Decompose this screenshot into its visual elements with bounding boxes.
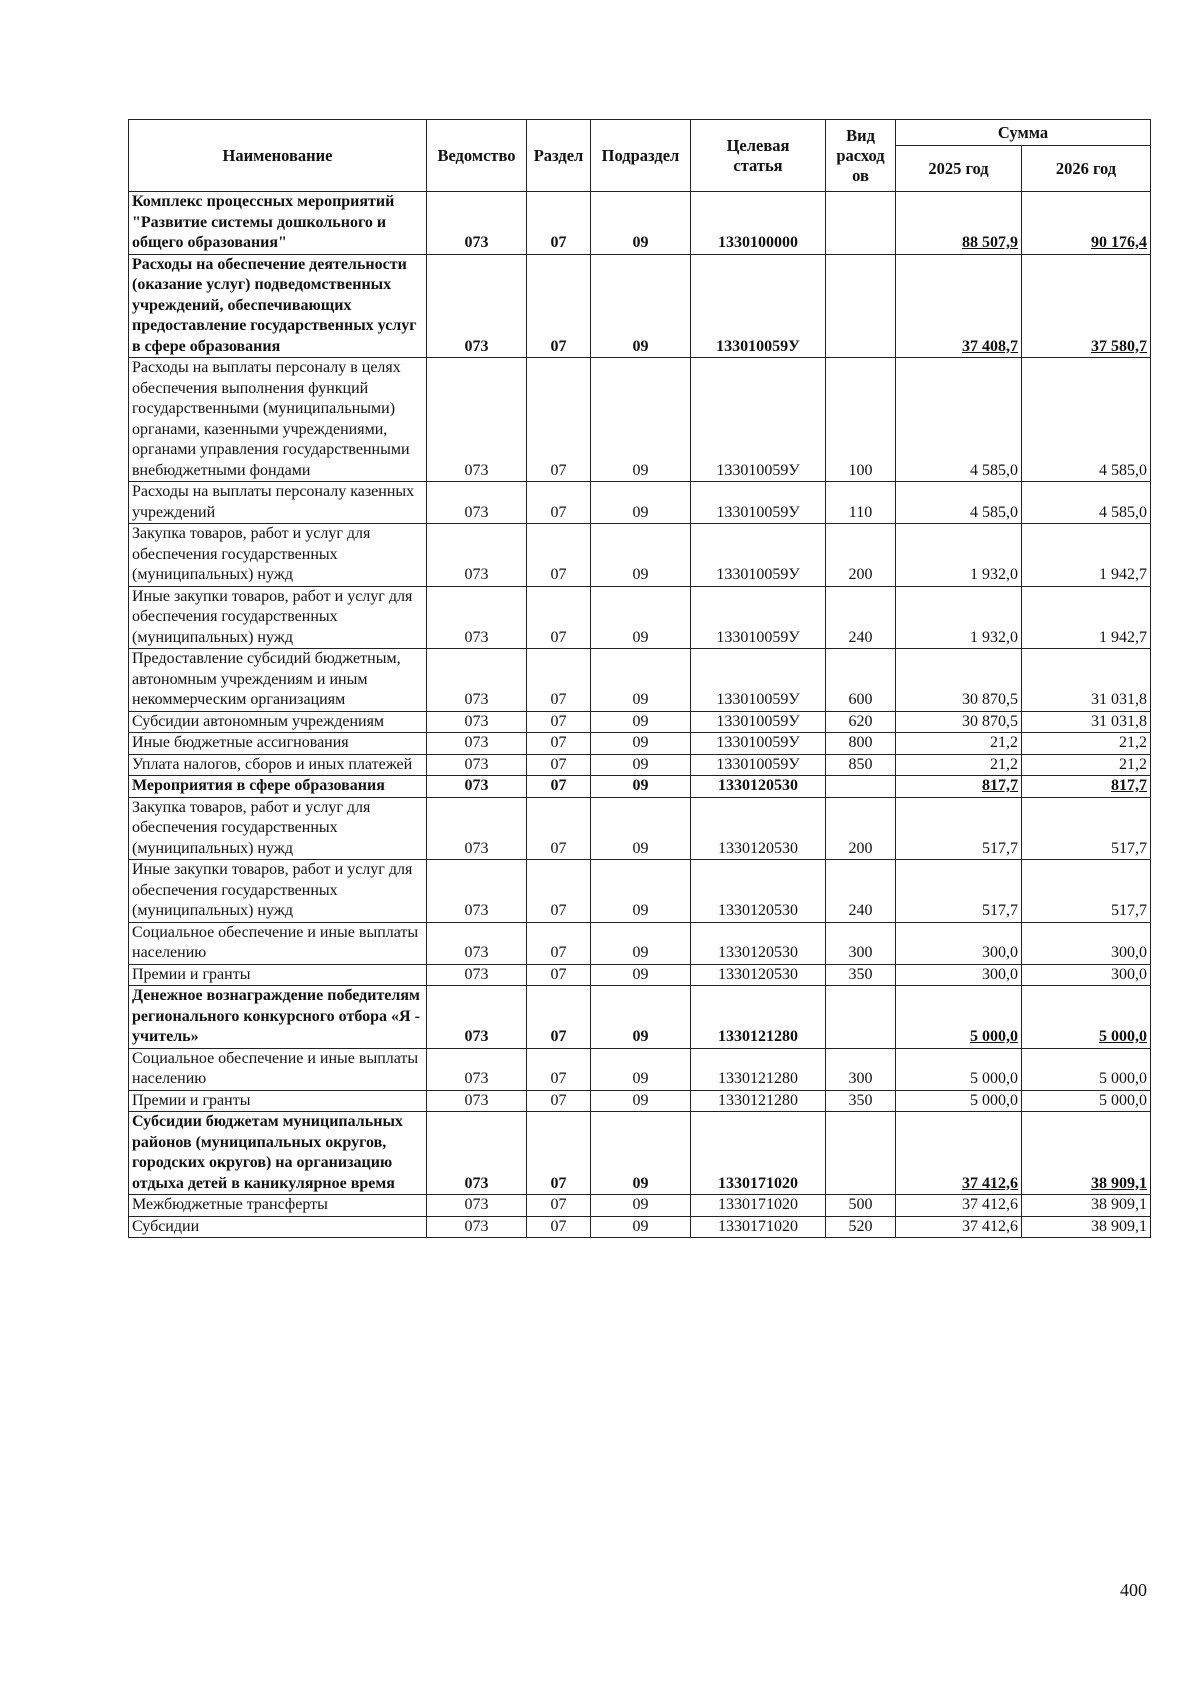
row-sum-2026: 31 031,8 [1022, 711, 1151, 733]
row-name: Субсидии бюджетам муниципальных районов (муниципальных округов, городских округов) на организацию отдыха детей в каникулярное время [129, 1112, 427, 1195]
row-subsection: 09 [591, 797, 691, 860]
row-target: 1330120530 [691, 776, 826, 798]
row-type: 850 [826, 754, 896, 776]
row-subsection: 09 [591, 1048, 691, 1090]
header-dept: Ведомство [427, 120, 527, 192]
row-section: 07 [527, 860, 591, 923]
table-row [129, 1090, 1151, 1112]
row-dept: 073 [427, 1048, 527, 1090]
row-sum-2025: 37 412,6 [896, 1195, 1022, 1217]
row-name: Иные бюджетные ассигнования [129, 733, 427, 755]
row-target: 1330171020 [691, 1112, 826, 1195]
table-row [129, 482, 1151, 524]
row-subsection: 09 [591, 482, 691, 524]
row-type: 200 [826, 797, 896, 860]
row-sum-2025: 1 932,0 [896, 524, 1022, 587]
table-row [129, 964, 1151, 986]
row-section: 07 [527, 1090, 591, 1112]
row-sum-2025: 4 585,0 [896, 482, 1022, 524]
row-target: 133010059У [691, 733, 826, 755]
row-name: Иные закупки товаров, работ и услуг для обеспечения государственных (муниципальных) нужд [129, 586, 427, 649]
table-row [129, 776, 1151, 798]
row-dept: 073 [427, 1216, 527, 1238]
header-2025: 2025 год [896, 146, 1022, 192]
row-sum-2025: 37 412,6 [896, 1216, 1022, 1238]
row-type [826, 986, 896, 1049]
row-dept: 073 [427, 192, 527, 255]
row-target: 1330100000 [691, 192, 826, 255]
row-target: 1330121280 [691, 1048, 826, 1090]
row-target: 1330120530 [691, 922, 826, 964]
row-subsection: 09 [591, 1216, 691, 1238]
row-name: Иные закупки товаров, работ и услуг для обеспечения государственных (муниципальных) нужд [129, 860, 427, 923]
row-type: 240 [826, 586, 896, 649]
table-row [129, 1112, 1151, 1195]
row-sum-2026: 37 580,7 [1022, 254, 1151, 358]
row-dept: 073 [427, 776, 527, 798]
row-subsection: 09 [591, 754, 691, 776]
row-type: 350 [826, 964, 896, 986]
row-dept: 073 [427, 1112, 527, 1195]
row-name: Денежное вознаграждение победителям регионального конкурсного отбора «Я - учитель» [129, 986, 427, 1049]
table-row [129, 192, 1151, 255]
row-dept: 073 [427, 1090, 527, 1112]
row-dept: 073 [427, 986, 527, 1049]
row-name: Межбюджетные трансферты [129, 1195, 427, 1217]
row-sum-2025: 517,7 [896, 860, 1022, 923]
row-target: 1330121280 [691, 1090, 826, 1112]
row-name: Премии и гранты [129, 964, 427, 986]
header-sum: Сумма [896, 120, 1151, 146]
row-section: 07 [527, 524, 591, 587]
row-target: 133010059У [691, 254, 826, 358]
row-dept: 073 [427, 524, 527, 587]
row-sum-2026: 21,2 [1022, 733, 1151, 755]
row-dept: 073 [427, 1195, 527, 1217]
row-section: 07 [527, 1216, 591, 1238]
row-type: 200 [826, 524, 896, 587]
row-subsection: 09 [591, 1112, 691, 1195]
row-sum-2025: 30 870,5 [896, 649, 1022, 712]
row-subsection: 09 [591, 733, 691, 755]
table-row [129, 754, 1151, 776]
row-subsection: 09 [591, 776, 691, 798]
row-name: Расходы на обеспечение деятельности (оказание услуг) подведомственных учреждений, обеспечивающих предоставление государственных услуг в сфере образования [129, 254, 427, 358]
row-section: 07 [527, 986, 591, 1049]
row-sum-2025: 5 000,0 [896, 1048, 1022, 1090]
table-row [129, 711, 1151, 733]
row-target: 133010059У [691, 649, 826, 712]
row-sum-2026: 1 942,7 [1022, 524, 1151, 587]
row-sum-2025: 30 870,5 [896, 711, 1022, 733]
row-section: 07 [527, 649, 591, 712]
row-sum-2026: 90 176,4 [1022, 192, 1151, 255]
row-type: 520 [826, 1216, 896, 1238]
row-dept: 073 [427, 733, 527, 755]
row-sum-2025: 37 412,6 [896, 1112, 1022, 1195]
row-section: 07 [527, 754, 591, 776]
table-row [129, 922, 1151, 964]
row-type: 500 [826, 1195, 896, 1217]
row-dept: 073 [427, 254, 527, 358]
row-target: 133010059У [691, 358, 826, 482]
row-target: 1330120530 [691, 964, 826, 986]
row-dept: 073 [427, 754, 527, 776]
row-subsection: 09 [591, 649, 691, 712]
row-dept: 073 [427, 711, 527, 733]
row-sum-2026: 38 909,1 [1022, 1216, 1151, 1238]
row-section: 07 [527, 733, 591, 755]
row-subsection: 09 [591, 964, 691, 986]
header-subsection: Подраздел [591, 120, 691, 192]
row-dept: 073 [427, 586, 527, 649]
row-subsection: 09 [591, 711, 691, 733]
row-section: 07 [527, 797, 591, 860]
row-section: 07 [527, 482, 591, 524]
row-sum-2025: 817,7 [896, 776, 1022, 798]
row-section: 07 [527, 964, 591, 986]
header-2026: 2026 год [1022, 146, 1151, 192]
row-section: 07 [527, 776, 591, 798]
row-name: Комплекс процессных мероприятий "Развитие системы дошкольного и общего образования" [129, 192, 427, 255]
row-sum-2026: 517,7 [1022, 860, 1151, 923]
table-row [129, 1216, 1151, 1238]
table-row [129, 524, 1151, 587]
budget-table [128, 119, 1151, 1238]
table-row [129, 649, 1151, 712]
row-section: 07 [527, 254, 591, 358]
table-row [129, 586, 1151, 649]
row-subsection: 09 [591, 254, 691, 358]
row-type [826, 1112, 896, 1195]
row-type: 300 [826, 922, 896, 964]
row-section: 07 [527, 192, 591, 255]
row-sum-2026: 517,7 [1022, 797, 1151, 860]
row-section: 07 [527, 358, 591, 482]
row-section: 07 [527, 922, 591, 964]
row-sum-2026: 31 031,8 [1022, 649, 1151, 712]
header-type: Вид расход ов [826, 120, 896, 192]
page-number: 400 [1120, 1580, 1147, 1600]
row-sum-2025: 21,2 [896, 754, 1022, 776]
row-subsection: 09 [591, 922, 691, 964]
row-sum-2026: 817,7 [1022, 776, 1151, 798]
row-section: 07 [527, 586, 591, 649]
table-row [129, 1195, 1151, 1217]
row-name: Мероприятия в сфере образования [129, 776, 427, 798]
table-row [129, 797, 1151, 860]
row-type [826, 192, 896, 255]
row-dept: 073 [427, 358, 527, 482]
row-target: 133010059У [691, 482, 826, 524]
row-name: Уплата налогов, сборов и иных платежей [129, 754, 427, 776]
row-type: 620 [826, 711, 896, 733]
row-section: 07 [527, 1048, 591, 1090]
row-sum-2025: 1 932,0 [896, 586, 1022, 649]
row-section: 07 [527, 711, 591, 733]
row-type: 800 [826, 733, 896, 755]
row-name: Закупка товаров, работ и услуг для обеспечения государственных (муниципальных) нужд [129, 524, 427, 587]
row-sum-2025: 5 000,0 [896, 986, 1022, 1049]
row-sum-2026: 5 000,0 [1022, 1048, 1151, 1090]
row-name: Премии и гранты [129, 1090, 427, 1112]
row-sum-2025: 5 000,0 [896, 1090, 1022, 1112]
row-sum-2026: 300,0 [1022, 964, 1151, 986]
row-name: Расходы на выплаты персоналу в целях обеспечения выполнения функций государственными (муниципальными) органами, казенными учреждениями, органами управления государственными внебюджетными фондами [129, 358, 427, 482]
row-name: Закупка товаров, работ и услуг для обеспечения государственных (муниципальных) нужд [129, 797, 427, 860]
row-sum-2025: 37 408,7 [896, 254, 1022, 358]
row-subsection: 09 [591, 1090, 691, 1112]
row-sum-2026: 21,2 [1022, 754, 1151, 776]
table-row [129, 1048, 1151, 1090]
row-target: 1330171020 [691, 1195, 826, 1217]
row-subsection: 09 [591, 860, 691, 923]
row-name: Социальное обеспечение и иные выплаты населению [129, 1048, 427, 1090]
row-subsection: 09 [591, 1195, 691, 1217]
row-sum-2025: 517,7 [896, 797, 1022, 860]
table-row [129, 358, 1151, 482]
row-target: 133010059У [691, 586, 826, 649]
row-dept: 073 [427, 860, 527, 923]
row-type [826, 776, 896, 798]
row-target: 133010059У [691, 754, 826, 776]
row-target: 1330120530 [691, 797, 826, 860]
row-name: Расходы на выплаты персоналу казенных учреждений [129, 482, 427, 524]
row-sum-2026: 5 000,0 [1022, 1090, 1151, 1112]
row-type: 110 [826, 482, 896, 524]
row-name: Субсидии [129, 1216, 427, 1238]
table-row [129, 254, 1151, 358]
row-dept: 073 [427, 649, 527, 712]
row-type: 100 [826, 358, 896, 482]
table-row [129, 733, 1151, 755]
row-sum-2026: 1 942,7 [1022, 586, 1151, 649]
row-target: 133010059У [691, 711, 826, 733]
row-subsection: 09 [591, 192, 691, 255]
row-type [826, 254, 896, 358]
row-subsection: 09 [591, 986, 691, 1049]
row-sum-2025: 300,0 [896, 922, 1022, 964]
row-sum-2026: 300,0 [1022, 922, 1151, 964]
row-sum-2025: 4 585,0 [896, 358, 1022, 482]
header-target: Целевая статья [691, 120, 826, 192]
row-type: 300 [826, 1048, 896, 1090]
row-target: 1330120530 [691, 860, 826, 923]
row-target: 133010059У [691, 524, 826, 587]
row-target: 1330121280 [691, 986, 826, 1049]
row-name: Предоставление субсидий бюджетным, автономным учреждениям и иным некоммерческим организациям [129, 649, 427, 712]
table-row [129, 860, 1151, 923]
row-section: 07 [527, 1195, 591, 1217]
row-sum-2026: 5 000,0 [1022, 986, 1151, 1049]
row-subsection: 09 [591, 358, 691, 482]
row-section: 07 [527, 1112, 591, 1195]
row-sum-2026: 38 909,1 [1022, 1112, 1151, 1195]
row-sum-2025: 88 507,9 [896, 192, 1022, 255]
row-sum-2026: 4 585,0 [1022, 482, 1151, 524]
header-section: Раздел [527, 120, 591, 192]
header-name: Наименование [129, 120, 427, 192]
row-dept: 073 [427, 482, 527, 524]
row-dept: 073 [427, 922, 527, 964]
row-type: 350 [826, 1090, 896, 1112]
row-sum-2026: 38 909,1 [1022, 1195, 1151, 1217]
row-sum-2026: 4 585,0 [1022, 358, 1151, 482]
row-sum-2025: 300,0 [896, 964, 1022, 986]
row-dept: 073 [427, 964, 527, 986]
row-subsection: 09 [591, 524, 691, 587]
row-target: 1330171020 [691, 1216, 826, 1238]
row-type: 600 [826, 649, 896, 712]
row-subsection: 09 [591, 586, 691, 649]
row-type: 240 [826, 860, 896, 923]
row-name: Социальное обеспечение и иные выплаты населению [129, 922, 427, 964]
table-row [129, 986, 1151, 1049]
row-name: Субсидии автономным учреждениям [129, 711, 427, 733]
row-sum-2025: 21,2 [896, 733, 1022, 755]
row-dept: 073 [427, 797, 527, 860]
